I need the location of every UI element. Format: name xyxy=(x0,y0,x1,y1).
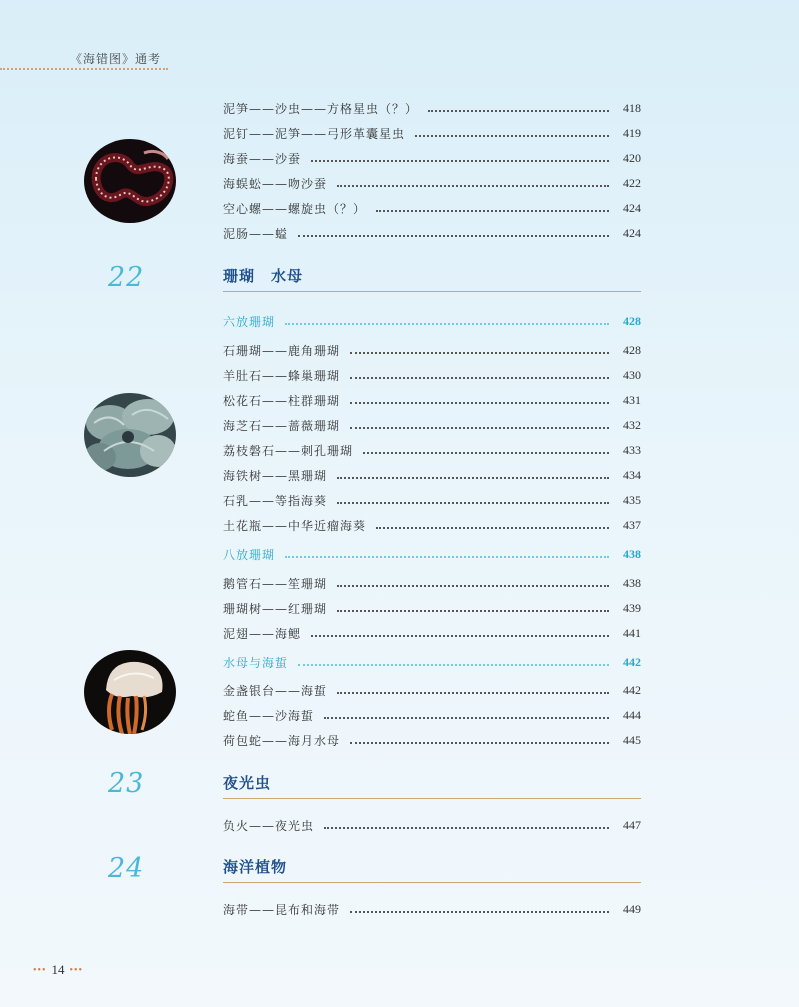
entry-title: 泥肠——螠 xyxy=(223,226,289,241)
toc-entry[interactable] xyxy=(223,624,641,642)
toc-entry[interactable] xyxy=(223,341,641,359)
entry-title: 海蜈蚣——吻沙蚕 xyxy=(223,176,328,191)
section-page: 442 xyxy=(623,654,641,669)
entry-page: 424 xyxy=(623,225,641,240)
chapter-number: 22 xyxy=(108,262,145,293)
entry-page: 432 xyxy=(623,417,641,432)
leader-dots xyxy=(285,556,609,558)
leader-dots xyxy=(350,742,609,744)
leader-dots xyxy=(415,135,609,137)
toc-entry[interactable] xyxy=(223,366,641,384)
entry-title: 金盏银台——海蜇 xyxy=(223,683,328,698)
section-title: 水母与海蜇 xyxy=(223,655,289,670)
entry-page: 422 xyxy=(623,175,641,190)
toc-entry[interactable] xyxy=(223,681,641,699)
toc-entry[interactable] xyxy=(223,441,641,459)
leader-dots xyxy=(337,610,609,612)
leader-dots xyxy=(350,911,609,913)
folio xyxy=(28,962,88,978)
running-head-rule xyxy=(0,68,168,70)
entry-page: 434 xyxy=(623,467,641,482)
leader-dots xyxy=(337,692,609,694)
toc-entry[interactable] xyxy=(223,124,641,142)
toc-entry[interactable] xyxy=(223,706,641,724)
entry-page: 433 xyxy=(623,442,641,457)
entry-page: 438 xyxy=(623,575,641,590)
toc-entry[interactable] xyxy=(223,900,641,918)
toc-entry[interactable] xyxy=(223,99,641,117)
entry-page: 439 xyxy=(623,600,641,615)
toc-entry[interactable] xyxy=(223,466,641,484)
jellyfish-photo xyxy=(84,650,176,734)
entry-title: 海带——昆布和海带 xyxy=(223,902,341,917)
leader-dots xyxy=(363,452,609,454)
entry-title: 荷包蛇——海月水母 xyxy=(223,733,341,748)
entry-page: 428 xyxy=(623,342,641,357)
leader-dots xyxy=(311,160,609,162)
leader-dots xyxy=(350,352,609,354)
chapter-title[interactable]: 珊瑚 水母 xyxy=(223,265,641,292)
leader-dots xyxy=(324,717,609,719)
entry-page: 418 xyxy=(623,100,641,115)
entry-title: 石乳——等指海葵 xyxy=(223,493,328,508)
leader-dots xyxy=(376,210,609,212)
entry-page: 441 xyxy=(623,625,641,640)
leader-dots xyxy=(350,402,609,404)
coral-photo xyxy=(84,393,176,477)
entry-title: 负火——夜光虫 xyxy=(223,818,315,833)
leader-dots xyxy=(337,585,609,587)
leader-dots xyxy=(350,427,609,429)
toc-entry[interactable] xyxy=(223,174,641,192)
entry-title: 荔枝磐石——刺孔珊瑚 xyxy=(223,443,354,458)
leader-dots xyxy=(285,323,609,325)
toc-entry[interactable] xyxy=(223,599,641,617)
leader-dots xyxy=(337,502,609,504)
toc-entry[interactable] xyxy=(223,491,641,509)
entry-title: 泥笋——沙虫——方格星虫（？） xyxy=(223,101,419,116)
toc-entry[interactable] xyxy=(223,149,641,167)
leader-dots xyxy=(350,377,609,379)
entry-page: 445 xyxy=(623,732,641,747)
section-page: 438 xyxy=(623,546,641,561)
leader-dots xyxy=(298,664,609,666)
entry-page: 431 xyxy=(623,392,641,407)
leader-dots xyxy=(324,827,609,829)
toc-entry[interactable] xyxy=(223,731,641,749)
entry-title: 石珊瑚——鹿角珊瑚 xyxy=(223,343,341,358)
chapter-title[interactable]: 夜光虫 xyxy=(223,772,641,799)
entry-title: 海铁树——黑珊瑚 xyxy=(223,468,328,483)
toc-entry[interactable] xyxy=(223,224,641,242)
entry-page: 420 xyxy=(623,150,641,165)
entry-page: 449 xyxy=(623,901,641,916)
leader-dots xyxy=(337,477,609,479)
section-title: 八放珊瑚 xyxy=(223,547,276,562)
section-entry[interactable] xyxy=(223,312,641,330)
entry-page: 419 xyxy=(623,125,641,140)
section-entry[interactable] xyxy=(223,545,641,563)
entry-page: 430 xyxy=(623,367,641,382)
worm-photo xyxy=(84,139,176,223)
section-page: 428 xyxy=(623,313,641,328)
folio-ornament-right: ••• xyxy=(69,964,84,976)
leader-dots xyxy=(298,235,609,237)
entry-title: 蛇鱼——沙海蜇 xyxy=(223,708,315,723)
leader-dots xyxy=(428,110,609,112)
entry-page: 424 xyxy=(623,200,641,215)
entry-title: 珊瑚树——红珊瑚 xyxy=(223,601,328,616)
toc-entry[interactable] xyxy=(223,199,641,217)
entry-title: 羊肚石——蜂巢珊瑚 xyxy=(223,368,341,383)
entry-page: 437 xyxy=(623,517,641,532)
leader-dots xyxy=(311,635,609,637)
chapter-number: 23 xyxy=(108,768,145,799)
entry-title: 海蚕——沙蚕 xyxy=(223,151,302,166)
entry-page: 447 xyxy=(623,817,641,832)
toc-entry[interactable] xyxy=(223,816,641,834)
toc-entry[interactable] xyxy=(223,391,641,409)
leader-dots xyxy=(376,527,609,529)
entry-title: 海芝石——蔷薇珊瑚 xyxy=(223,418,341,433)
leader-dots xyxy=(337,185,609,187)
running-head: 《海错图》通考 xyxy=(70,52,162,66)
entry-page: 444 xyxy=(623,707,641,722)
entry-title: 空心螺——螺旋虫（？） xyxy=(223,201,367,216)
entry-title: 鹅管石——笙珊瑚 xyxy=(223,576,328,591)
page-number: 14 xyxy=(51,962,65,977)
entry-page: 442 xyxy=(623,682,641,697)
section-title: 六放珊瑚 xyxy=(223,314,276,329)
section-entry[interactable] xyxy=(223,653,641,671)
entry-title: 松花石——柱群珊瑚 xyxy=(223,393,341,408)
entry-title: 土花瓶——中华近瘤海葵 xyxy=(223,518,367,533)
folio-ornament-left: ••• xyxy=(33,964,47,976)
chapter-number: 24 xyxy=(108,853,145,884)
chapter-title[interactable]: 海洋植物 xyxy=(223,856,641,883)
entry-title: 泥翅——海鳃 xyxy=(223,626,302,641)
entry-title: 泥钉——泥笋——弓形革囊星虫 xyxy=(223,126,406,141)
entry-page: 435 xyxy=(623,492,641,507)
toc-entry[interactable] xyxy=(223,516,641,534)
toc-entry[interactable] xyxy=(223,416,641,434)
toc-entry[interactable] xyxy=(223,574,641,592)
